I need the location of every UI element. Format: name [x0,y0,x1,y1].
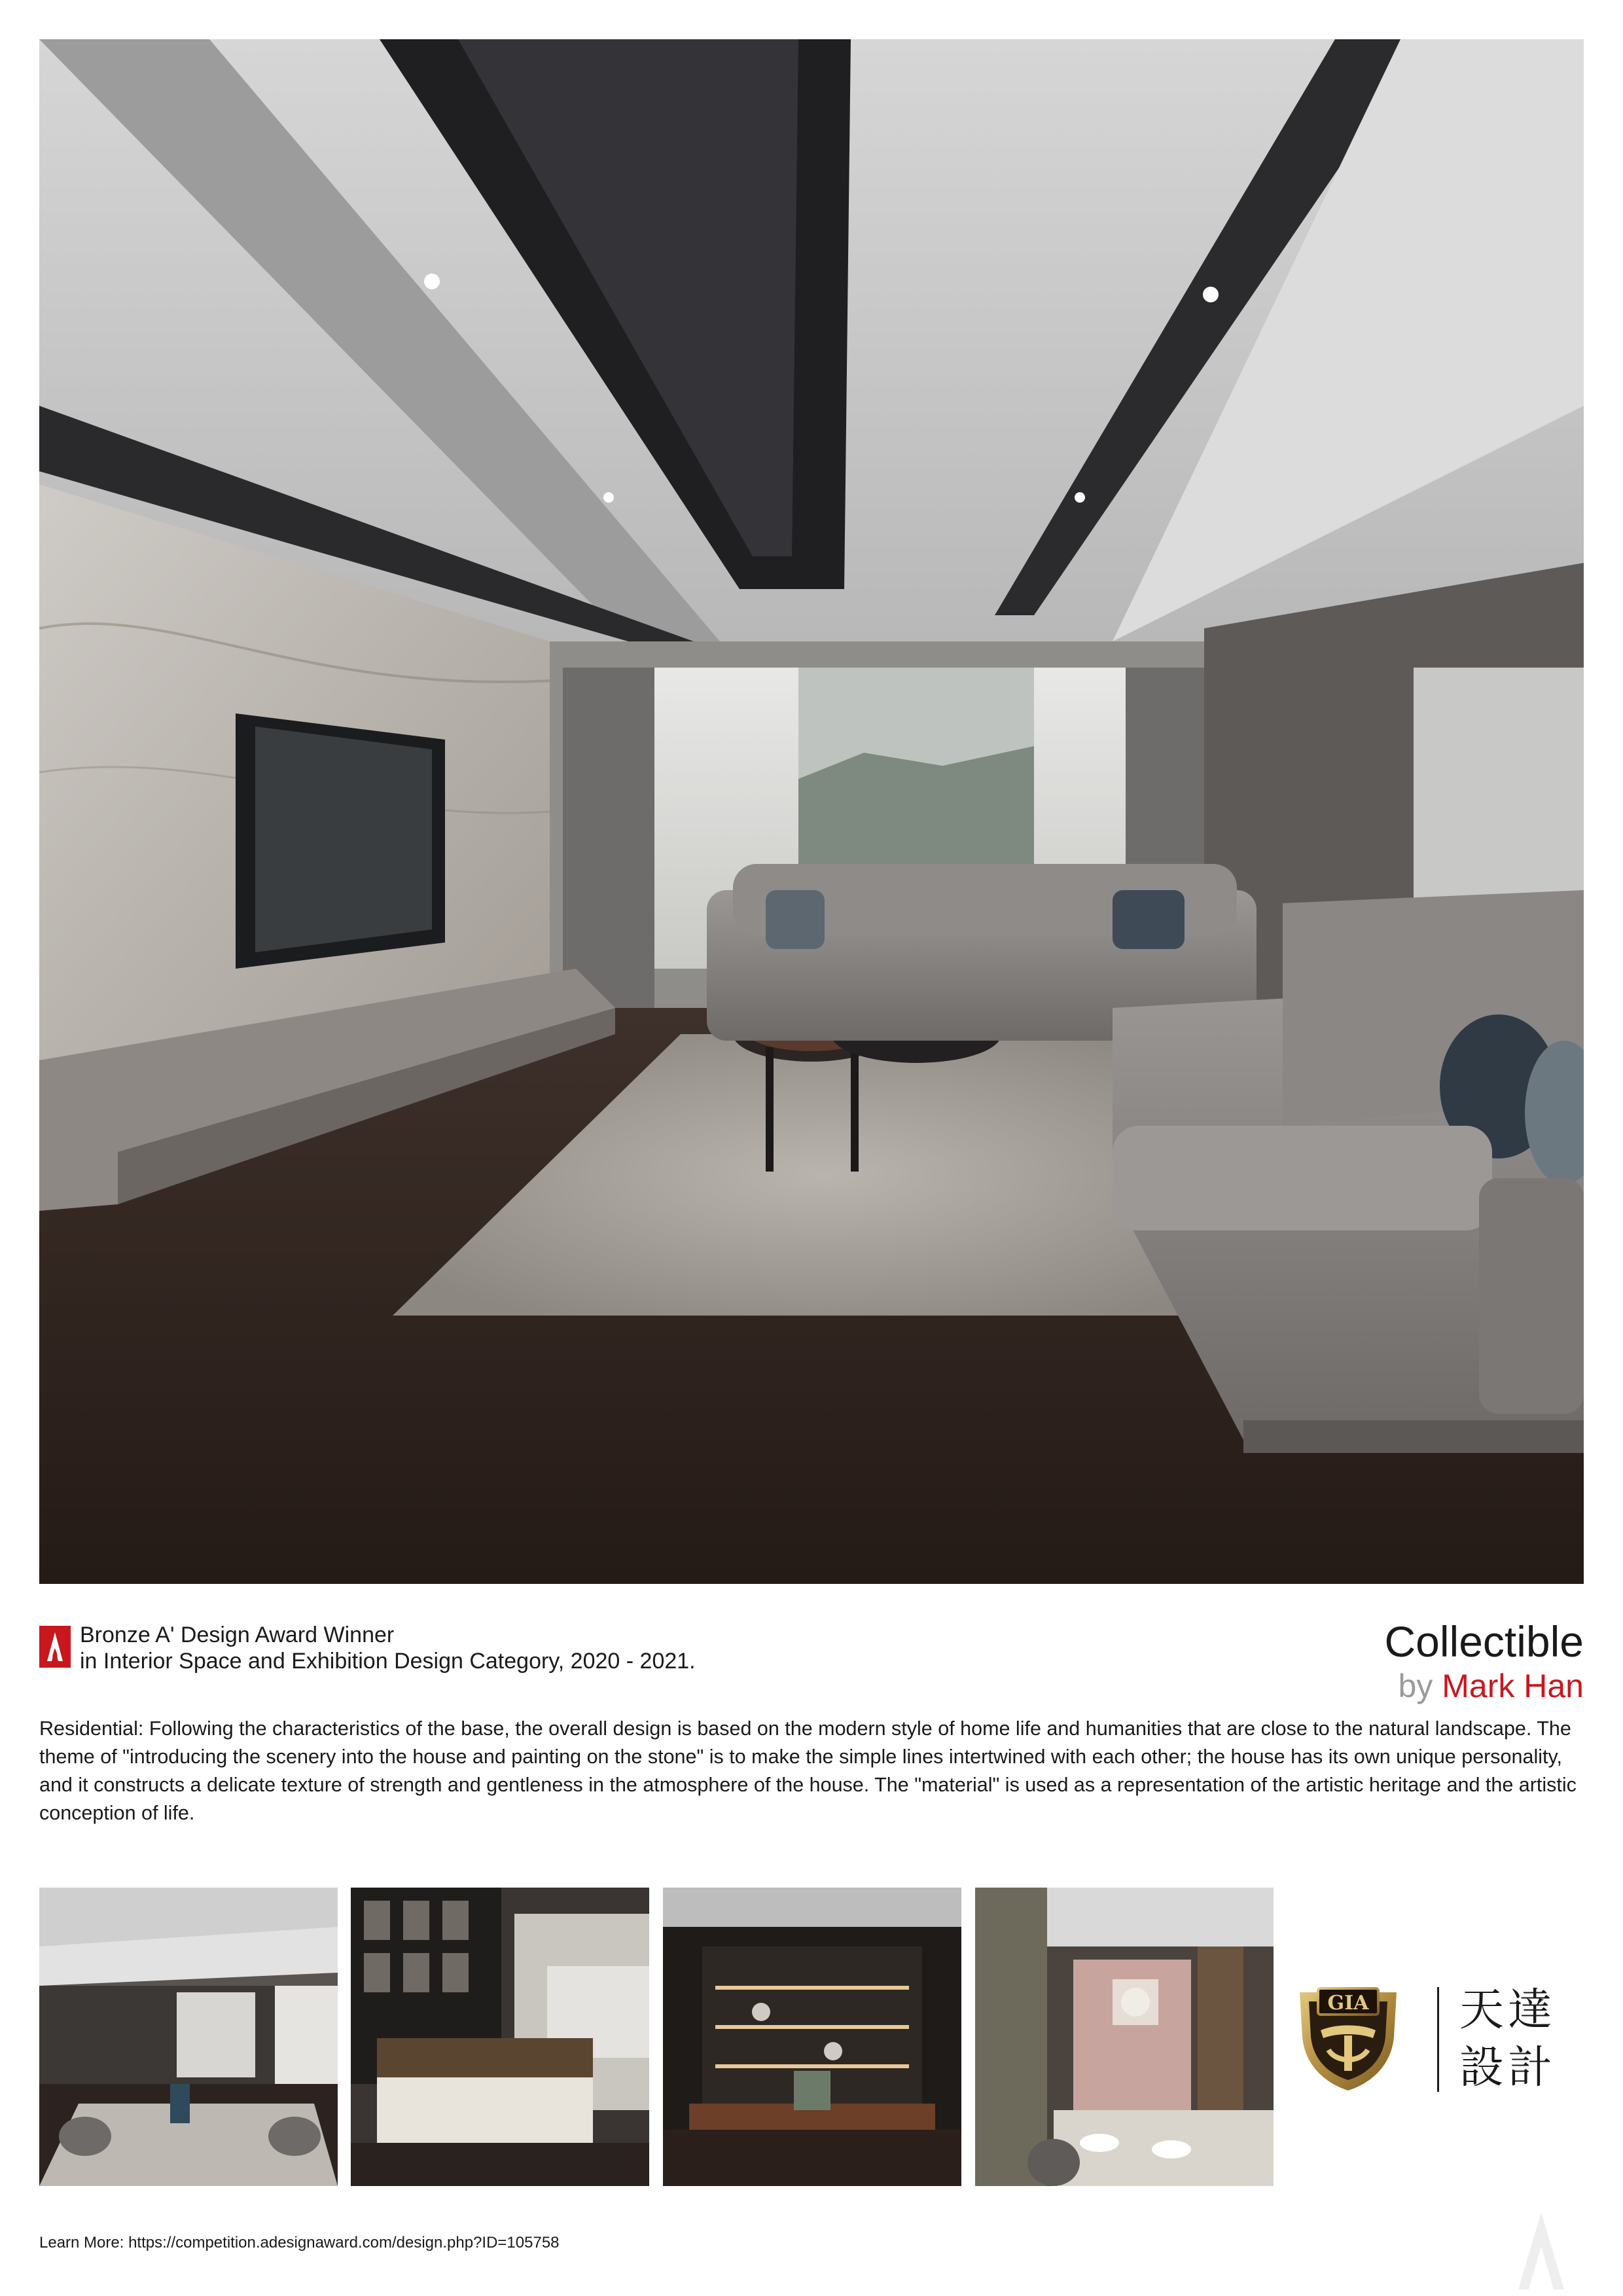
gia-emblem-text: GIA [1327,1992,1369,2015]
thumbnail-dining-wall [975,1888,1274,2186]
gia-emblem-icon [1296,1984,1400,2093]
design-title: Collectible [1384,1617,1584,1666]
thumbnail-dining-room [39,1888,338,2186]
thumbnail-display-shelf [663,1888,961,2186]
company-logo [1296,1977,1584,2101]
award-line-2: in Interior Space and Exhibition Design Category, 2020 - 2021. [80,1649,696,1674]
award-statement [80,1622,996,1674]
company-name-line-1: 天達 [1459,1984,1557,2036]
award-line-1: Bronze A' Design Award Winner [80,1623,395,1647]
design-description: Residential: Following the characteristics of the base, the overall design is based on the modern style of home life and humanities that are close to the natural landscape. The theme of "introducing the scenery into the house and painting on the stone" is to make the simple lines intertwined with each other; the house has its own unique personality, and it constructs a delicate texture of strength and gentleness in the atmosphere of the house. The "material" is used as a representation of the artistic heritage and the artistic conception of life. [39,1717,1577,1824]
designer-credit [929,1666,1584,1706]
designer-name: Mark Han [1442,1668,1584,1704]
logo-divider [1437,1987,1439,2092]
company-name [1459,1982,1590,2097]
a-design-award-logo-icon [39,1626,71,1668]
company-name-line-2: 設計 [1459,2042,1557,2094]
hero-photo-living-room [39,39,1584,1584]
thumbnail-entry-cabinet [351,1888,649,2186]
learn-more-link[interactable]: https://competition.adesignaward.com/design.php?ID=105758 [128,2234,560,2251]
a-design-award-watermark-icon [1499,2206,1584,2296]
learn-more-label: Learn More: [39,2234,124,2251]
design-title-block [929,1617,1584,1706]
by-label: by [1398,1668,1433,1704]
learn-more-line [39,2233,560,2253]
